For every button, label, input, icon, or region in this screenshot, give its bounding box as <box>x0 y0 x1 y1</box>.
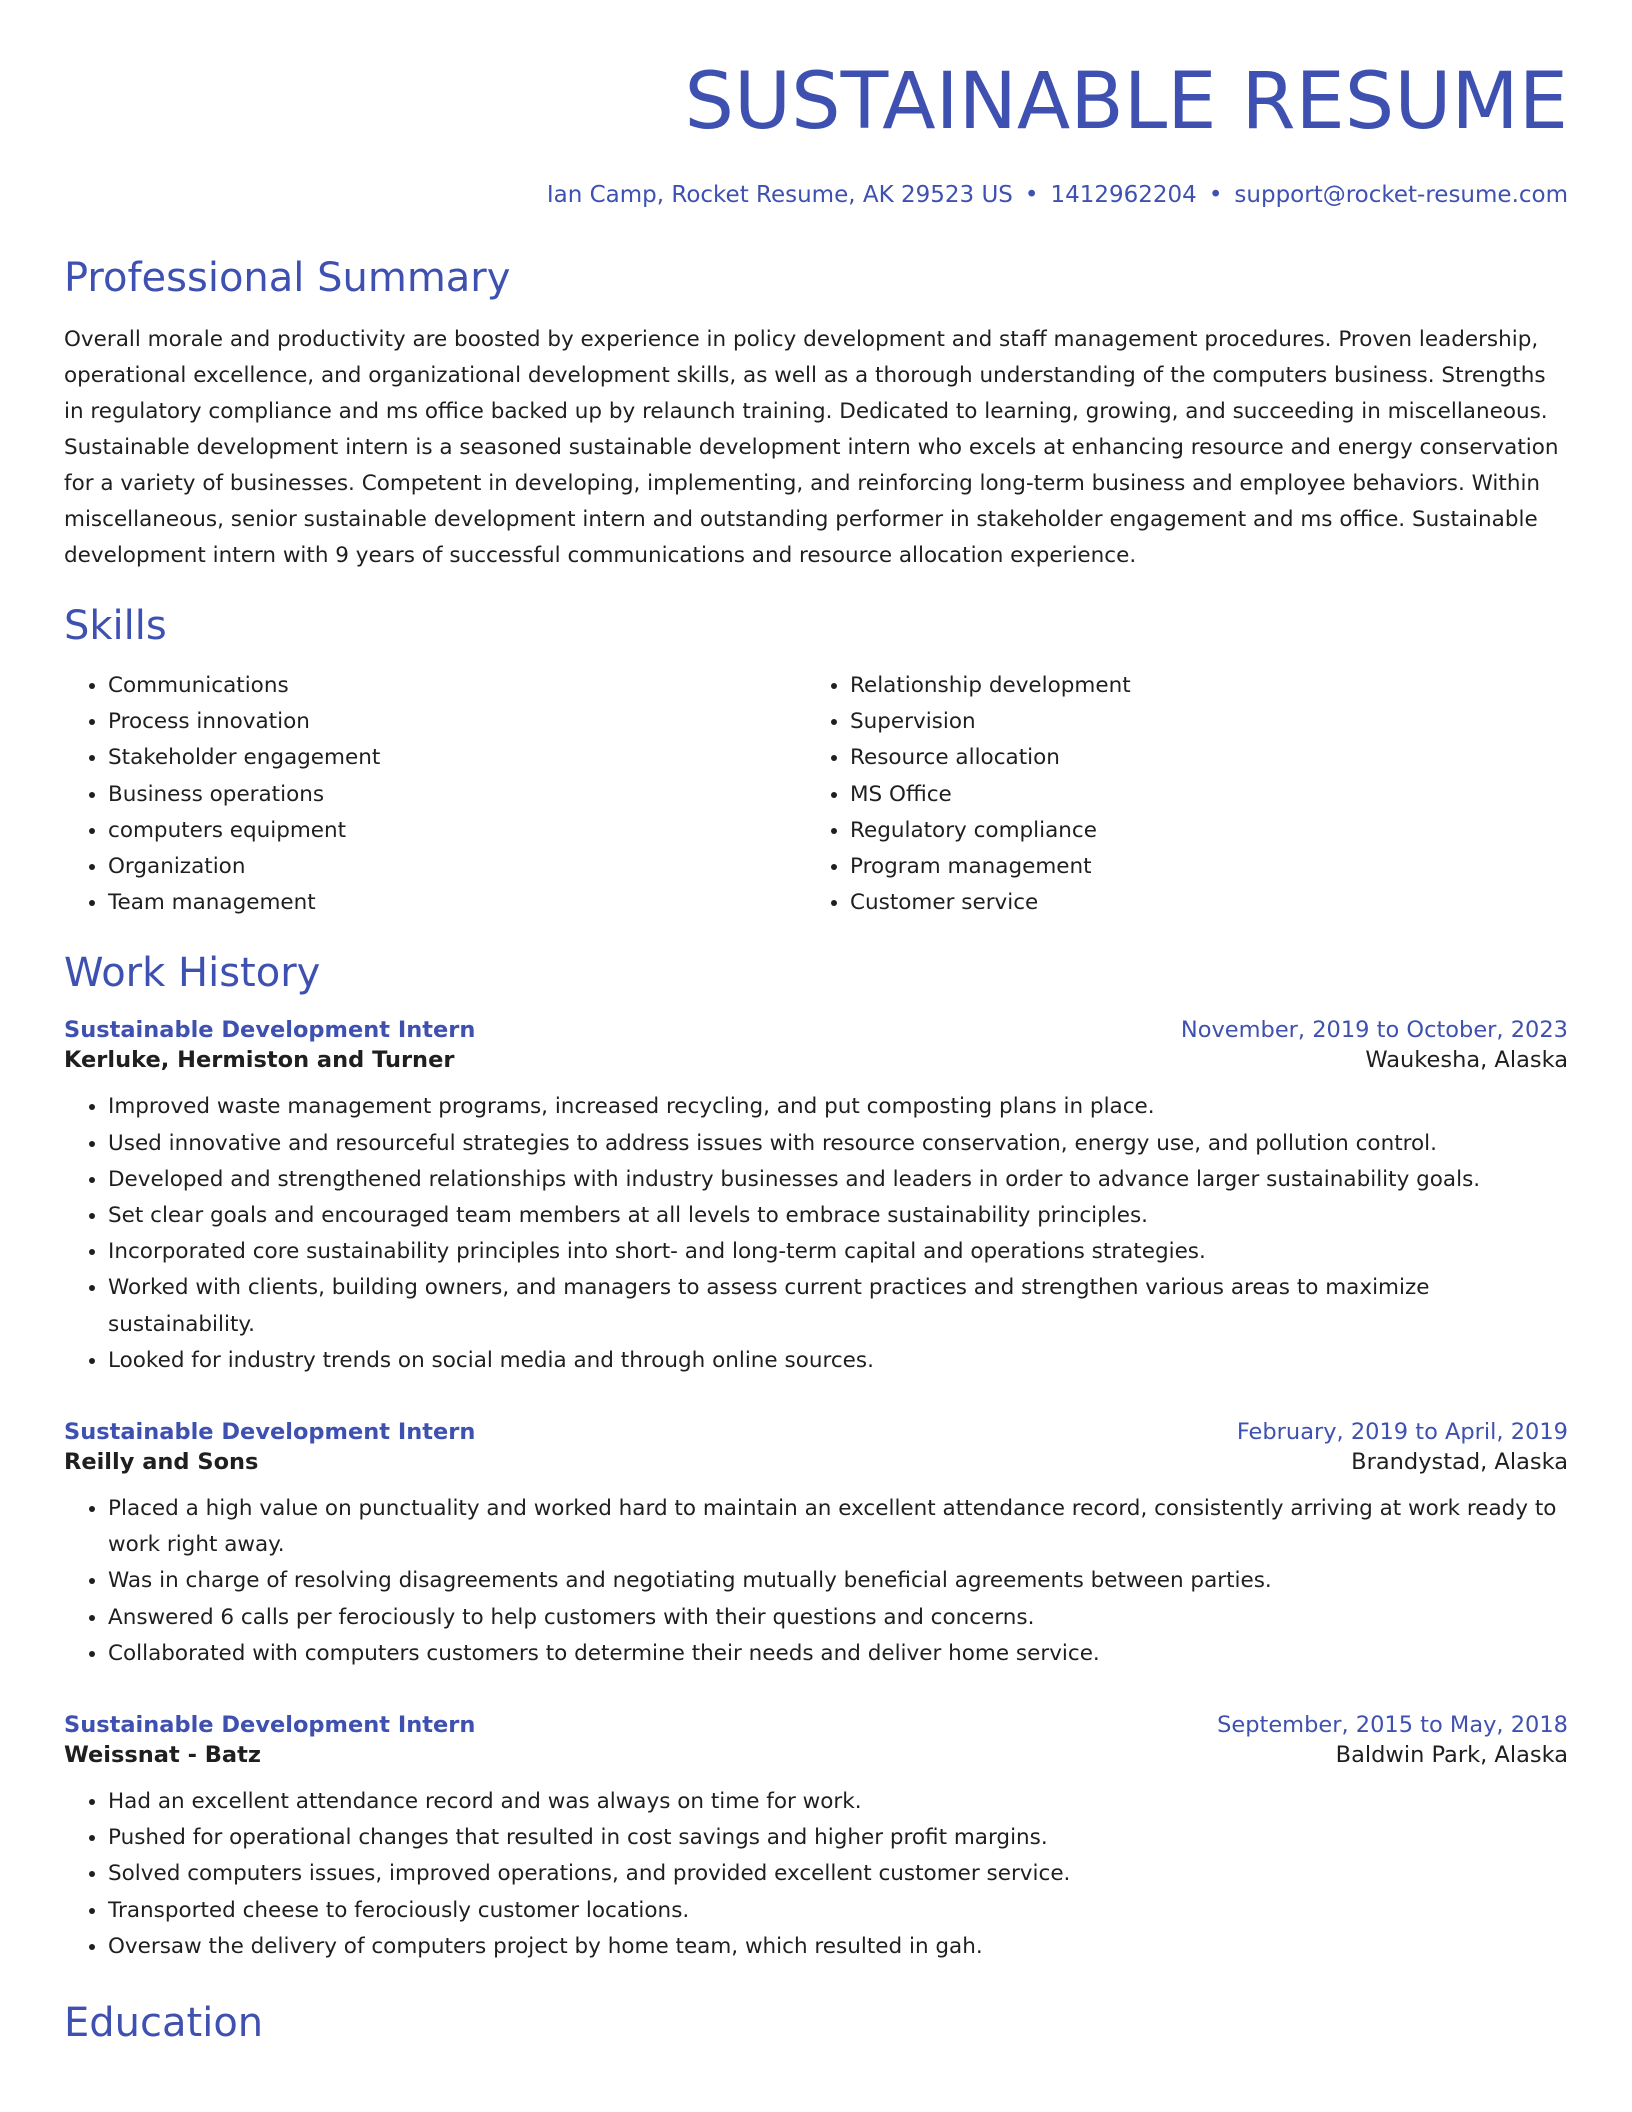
job-bullet: • Set clear goals and encouraged team members at all levels to embrace sustainability principles. <box>108 1198 1568 1234</box>
job-entry <box>64 1710 1568 1965</box>
job-bullet-list <box>64 1089 1568 1379</box>
job-entry <box>64 1015 1568 1379</box>
job-bullet: • Incorporated core sustainability principles into short- and long-term capital and operations strategies. <box>108 1234 1568 1270</box>
resume-header <box>64 0 1568 210</box>
skills-list-right <box>806 668 1548 921</box>
section-heading-skills: Skills <box>64 603 167 649</box>
job-bullet: • Used innovative and resourceful strategies to address issues with resource conservation, energy use, and pollution control. <box>108 1126 1568 1162</box>
skills-list-left <box>64 668 806 921</box>
job-bullet: • Had an excellent attendance record and was always on time for work. <box>108 1784 1568 1820</box>
job-bullet: • Pushed for operational changes that resulted in cost savings and higher profit margins. <box>108 1820 1568 1856</box>
job-dates: September, 2015 to May, 2018 <box>1217 1712 1568 1739</box>
job-bullet: • Developed and strengthened relationships with industry businesses and leaders in order to advance larger sustainability goals. <box>108 1162 1568 1198</box>
contact-email: support@rocket-resume.com <box>1234 182 1568 208</box>
job-location: Brandystad, Alaska <box>1351 1449 1568 1476</box>
job-company-row <box>64 1447 1568 1477</box>
skill-item: • Stakeholder engagement <box>108 740 806 776</box>
skill-item: • Supervision <box>850 704 1548 740</box>
skills-grid <box>64 668 1568 921</box>
summary-text: Overall morale and productivity are boosted by experience in policy development and staff management procedures. Proven leadership, operational excellence, and organizational development skills, as well as a thorough understanding of the computers business. Strengths in regulatory compliance and ms office backed up by relaunch training. Dedicated to learning, growing, and succeeding in miscellaneous. Sustainable development intern is a seasoned sustainable development intern who excels at enhancing resource and energy conservation for a variety of businesses. Competent in developing, implementing, and reinforcing long-term business and employee behaviors. Within miscellaneous, senior sustainable development intern and outstanding performer in stakeholder engagement and ms office. Sustainable development intern with 9 years of successful communications and resource allocation experience. <box>64 327 1559 568</box>
professional-summary-section <box>64 254 1568 574</box>
job-dates: November, 2019 to October, 2023 <box>1180 1017 1568 1044</box>
job-bullet: • Transported cheese to ferociously customer locations. <box>108 1893 1568 1929</box>
job-company-row <box>64 1740 1568 1770</box>
job-company: Kerluke, Hermiston and Turner <box>64 1047 455 1074</box>
job-location: Baldwin Park, Alaska <box>1335 1742 1568 1769</box>
work-history-section <box>64 949 1568 1965</box>
job-bullet: • Oversaw the delivery of computers project by home team, which resulted in gah. <box>108 1929 1568 1965</box>
job-company: Reilly and Sons <box>64 1449 259 1476</box>
skill-item: • Program management <box>850 849 1548 885</box>
job-title: Sustainable Development Intern <box>64 1017 476 1044</box>
section-heading-summary: Professional Summary <box>64 255 511 301</box>
section-heading-work-history: Work History <box>64 950 321 997</box>
contact-phone: 1412962204 <box>1050 182 1197 208</box>
job-title-row <box>64 1417 1568 1447</box>
job-bullet-list <box>64 1491 1568 1672</box>
skill-item: • MS Office <box>850 777 1548 813</box>
skill-item: • Communications <box>108 668 806 704</box>
skill-item: • Regulatory compliance <box>850 813 1548 849</box>
job-bullet: • Collaborated with computers customers to determine their needs and deliver home service. <box>108 1636 1568 1672</box>
job-title-row <box>64 1015 1568 1045</box>
skill-item: • Team management <box>108 885 806 921</box>
job-bullet: • Placed a high value on punctuality and worked hard to maintain an excellent attendance record, consistently arriving at work ready to work right away. <box>108 1491 1568 1563</box>
skills-section <box>64 602 1568 921</box>
skill-item: • Resource allocation <box>850 740 1548 776</box>
section-heading-education: Education <box>64 2000 264 2047</box>
separator-dot: • <box>1024 182 1039 208</box>
job-location: Waukesha, Alaska <box>1365 1047 1568 1074</box>
contact-line <box>64 180 1568 210</box>
job-bullet: • Was in charge of resolving disagreements and negotiating mutually beneficial agreements between parties. <box>108 1563 1568 1599</box>
document-title: SUSTAINABLE RESUME <box>684 57 1568 147</box>
job-bullet-list <box>64 1784 1568 1965</box>
job-bullet: • Answered 6 calls per ferociously to help customers with their questions and concerns. <box>108 1600 1568 1636</box>
contact-address: Ian Camp, Rocket Resume, AK 29523 US <box>546 182 1013 208</box>
job-title-row <box>64 1710 1568 1740</box>
job-bullet: • Looked for industry trends on social media and through online sources. <box>108 1343 1568 1379</box>
skill-item: • computers equipment <box>108 813 806 849</box>
skill-item: • Organization <box>108 849 806 885</box>
job-company-row <box>64 1045 1568 1075</box>
job-bullet: • Solved computers issues, improved operations, and provided excellent customer service. <box>108 1856 1568 1892</box>
job-bullet: • Improved waste management programs, increased recycling, and put composting plans in place. <box>108 1089 1568 1125</box>
job-title: Sustainable Development Intern <box>64 1712 476 1739</box>
skill-item: • Business operations <box>108 777 806 813</box>
job-entry <box>64 1417 1568 1672</box>
skill-item: • Process innovation <box>108 704 806 740</box>
education-section <box>64 1999 1568 2047</box>
skill-item: • Customer service <box>850 885 1548 921</box>
job-title: Sustainable Development Intern <box>64 1419 476 1446</box>
job-dates: February, 2019 to April, 2019 <box>1236 1419 1568 1446</box>
separator-dot: • <box>1208 182 1223 208</box>
job-company: Weissnat - Batz <box>64 1742 261 1769</box>
job-bullet: • Worked with clients, building owners, and managers to assess current practices and strengthen various areas to maximize sustainability. <box>108 1270 1568 1342</box>
skill-item: • Relationship development <box>850 668 1548 704</box>
